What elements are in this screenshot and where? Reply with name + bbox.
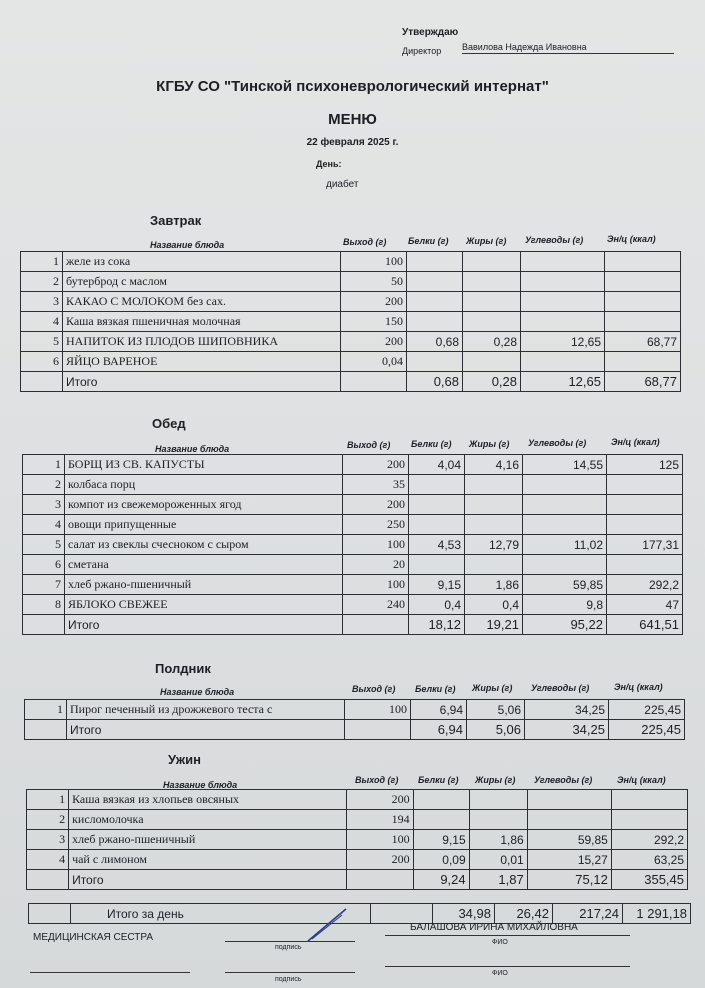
dish-energy <box>605 312 681 332</box>
dish-protein <box>407 292 463 312</box>
lunch-table <box>22 454 683 635</box>
dish-protein <box>409 495 465 515</box>
row-number: 6 <box>23 555 65 575</box>
dish-carbs <box>527 810 611 830</box>
dish-protein: 9,15 <box>409 575 465 595</box>
snack-table <box>24 699 685 740</box>
dish-name: колбаса порц <box>65 475 343 495</box>
dish-name: ЯБЛОКО СВЕЖЕЕ <box>65 595 343 615</box>
dish-yield: 194 <box>347 810 413 830</box>
dish-fat <box>465 515 523 535</box>
row-number: 5 <box>21 332 63 352</box>
total-carbs: 75,12 <box>527 870 611 890</box>
header-name: Название блюда <box>155 444 230 454</box>
dish-energy: 292,2 <box>607 575 683 595</box>
table-row <box>23 555 683 575</box>
table-row <box>23 575 683 595</box>
dish-carbs: 15,27 <box>527 850 611 870</box>
row-number: 3 <box>27 830 69 850</box>
total-fat: 19,21 <box>465 615 523 635</box>
total-energy: 641,51 <box>607 615 683 635</box>
row-number: 1 <box>27 790 69 810</box>
row-number: 8 <box>23 595 65 615</box>
dish-protein: 9,15 <box>413 830 469 850</box>
dish-fat: 12,79 <box>465 535 523 555</box>
dish-fat <box>469 810 527 830</box>
dish-energy <box>607 555 683 575</box>
breakfast-table <box>20 251 681 392</box>
dish-energy: 177,31 <box>607 535 683 555</box>
total-energy: 355,45 <box>611 870 687 890</box>
header-yield: Выход (г) <box>343 237 387 247</box>
table-row <box>21 312 681 332</box>
dish-yield: 100 <box>343 575 409 595</box>
dish-fat <box>465 555 523 575</box>
dish-protein: 4,53 <box>409 535 465 555</box>
dish-carbs <box>523 515 607 535</box>
total-label: Итого <box>63 372 341 392</box>
table-row <box>27 850 688 870</box>
dish-fat <box>465 495 523 515</box>
dish-name: кисломолочка <box>69 810 347 830</box>
dish-carbs: 11,02 <box>523 535 607 555</box>
header-energy: Эн/ц (ккал) <box>614 682 663 692</box>
dish-fat <box>463 352 521 372</box>
total-protein: 18,12 <box>409 615 465 635</box>
dish-name: НАПИТОК ИЗ ПЛОДОВ ШИПОВНИКА <box>63 332 341 352</box>
dish-name: желе из сока <box>63 252 341 272</box>
header-fat: Жиры (г) <box>475 775 516 785</box>
total-label: Итого <box>67 720 345 740</box>
diet-type: диабет <box>326 179 359 190</box>
dish-energy: 125 <box>607 455 683 475</box>
section-title-dinner: Ужин <box>168 752 201 767</box>
table-row <box>27 810 688 830</box>
table-row <box>21 332 681 352</box>
header-energy: Эн/ц (ккал) <box>611 437 660 447</box>
total-protein: 6,94 <box>411 720 467 740</box>
dish-carbs <box>523 555 607 575</box>
fio-caption: ФИО <box>492 939 508 946</box>
header-yield: Выход (г) <box>352 684 396 694</box>
header-carbs: Углеводы (г) <box>534 775 593 785</box>
approval-title: Утверждаю <box>402 27 459 38</box>
dish-fat <box>463 272 521 292</box>
dish-carbs: 14,55 <box>523 455 607 475</box>
row-number: 1 <box>25 700 67 720</box>
total-protein: 0,68 <box>407 372 463 392</box>
dish-fat: 0,01 <box>469 850 527 870</box>
dish-energy <box>605 252 681 272</box>
total-carbs: 12,65 <box>521 372 605 392</box>
header-protein: Белки (г) <box>418 775 459 785</box>
header-carbs: Углеводы (г) <box>531 683 590 693</box>
dish-carbs <box>523 495 607 515</box>
total-carbs: 95,22 <box>523 615 607 635</box>
table-row <box>23 515 683 535</box>
second-name-line <box>30 972 190 973</box>
header-protein: Белки (г) <box>408 236 449 246</box>
dish-protein: 0,4 <box>409 595 465 615</box>
dish-energy <box>611 790 687 810</box>
row-number: 2 <box>27 810 69 830</box>
handwritten-mark <box>300 905 360 945</box>
dish-carbs: 9,8 <box>523 595 607 615</box>
day-label: День: <box>316 159 342 169</box>
header-energy: Эн/ц (ккал) <box>607 234 656 244</box>
dish-energy <box>607 515 683 535</box>
dish-carbs: 59,85 <box>523 575 607 595</box>
organization-title: КГБУ СО "Тинской психоневрологический интернат" <box>156 78 549 95</box>
total-row <box>21 372 681 392</box>
dish-protein <box>409 555 465 575</box>
header-fat: Жиры (г) <box>472 683 513 693</box>
dish-yield: 250 <box>343 515 409 535</box>
dish-yield: 100 <box>347 830 413 850</box>
table-row <box>21 352 681 372</box>
dish-carbs <box>521 352 605 372</box>
row-number: 2 <box>23 475 65 495</box>
dish-name: ЯЙЦО ВАРЕНОЕ <box>63 352 341 372</box>
table-row <box>23 595 683 615</box>
day-total-label: Итого за день <box>71 904 371 924</box>
dish-fat <box>469 790 527 810</box>
dish-energy <box>607 475 683 495</box>
dish-yield: 200 <box>347 790 413 810</box>
table-row <box>27 830 688 850</box>
table-row <box>23 455 683 475</box>
table-row <box>27 790 688 810</box>
dish-protein: 6,94 <box>411 700 467 720</box>
dish-energy: 47 <box>607 595 683 615</box>
dish-energy <box>605 272 681 292</box>
dish-name: салат из свеклы счесноком с сыром <box>65 535 343 555</box>
dish-energy: 225,45 <box>609 700 685 720</box>
dish-name: овощи припущенные <box>65 515 343 535</box>
header-yield: Выход (г) <box>347 440 391 450</box>
row-number: 6 <box>21 352 63 372</box>
menu-title: МЕНЮ <box>328 111 377 128</box>
day-total-fat: 26,42 <box>495 904 553 924</box>
dish-carbs: 12,65 <box>521 332 605 352</box>
signature-caption: подпись <box>275 976 302 983</box>
header-fat: Жиры (г) <box>466 236 507 246</box>
day-total-protein: 34,98 <box>433 904 495 924</box>
dish-carbs <box>527 790 611 810</box>
dish-name: КАКАО С МОЛОКОМ без сах. <box>63 292 341 312</box>
row-number: 4 <box>27 850 69 870</box>
section-title-lunch: Обед <box>152 416 186 431</box>
director-label: Директор <box>402 46 442 56</box>
dish-protein <box>413 790 469 810</box>
director-name: Вавилова Надежда Ивановна <box>462 42 674 54</box>
total-carbs: 34,25 <box>525 720 609 740</box>
dish-carbs: 34,25 <box>525 700 609 720</box>
row-number: 4 <box>23 515 65 535</box>
row-number: 2 <box>21 272 63 292</box>
row-number: 3 <box>23 495 65 515</box>
row-number: 5 <box>23 535 65 555</box>
dish-yield: 200 <box>347 850 413 870</box>
total-energy: 68,77 <box>605 372 681 392</box>
header-yield: Выход (г) <box>355 775 399 785</box>
total-label: Итого <box>65 615 343 635</box>
header-name: Название блюда <box>163 780 238 790</box>
dish-protein <box>409 475 465 495</box>
dish-name: бутерброд с маслом <box>63 272 341 292</box>
table-row <box>21 272 681 292</box>
dish-protein <box>413 810 469 830</box>
header-carbs: Углеводы (г) <box>528 438 587 448</box>
dish-yield: 0,04 <box>341 352 407 372</box>
dish-energy <box>605 292 681 312</box>
dish-name: компот из свежемороженных ягод <box>65 495 343 515</box>
row-number: 1 <box>21 252 63 272</box>
dish-yield: 150 <box>341 312 407 332</box>
dish-name: Каша вязкая из хлопьев овсяных <box>69 790 347 810</box>
dish-yield: 200 <box>343 495 409 515</box>
dish-yield: 35 <box>343 475 409 495</box>
header-protein: Белки (г) <box>415 684 456 694</box>
dish-carbs <box>523 475 607 495</box>
dish-fat: 0,4 <box>465 595 523 615</box>
dish-carbs: 59,85 <box>527 830 611 850</box>
dish-energy <box>611 810 687 830</box>
nurse-fio-line <box>385 935 630 936</box>
dish-fat: 4,16 <box>465 455 523 475</box>
dish-yield: 100 <box>343 535 409 555</box>
dish-energy: 292,2 <box>611 830 687 850</box>
header-carbs: Углеводы (г) <box>525 235 584 245</box>
dish-fat <box>463 312 521 332</box>
dish-yield: 200 <box>343 455 409 475</box>
dish-yield: 100 <box>341 252 407 272</box>
dish-protein: 0,09 <box>413 850 469 870</box>
header-energy: Эн/ц (ккал) <box>617 775 666 785</box>
dinner-table <box>26 789 688 890</box>
dish-fat <box>465 475 523 495</box>
dish-name: Каша вязкая пшеничная молочная <box>63 312 341 332</box>
total-row <box>23 615 683 635</box>
dish-yield: 200 <box>341 292 407 312</box>
signature-caption: подпись <box>275 944 302 951</box>
total-row <box>25 720 685 740</box>
dish-protein <box>407 272 463 292</box>
dish-energy <box>605 352 681 372</box>
dish-energy <box>607 495 683 515</box>
fio-caption: ФИО <box>492 970 508 977</box>
dish-energy: 68,77 <box>605 332 681 352</box>
total-fat: 1,87 <box>469 870 527 890</box>
second-fio-line <box>385 966 630 967</box>
dish-name: сметана <box>65 555 343 575</box>
nurse-label: МЕДИЦИНСКАЯ СЕСТРА <box>33 932 154 943</box>
dish-name: Пирог печенный из дрожжевого теста с <box>67 700 345 720</box>
day-total-carbs: 217,24 <box>553 904 623 924</box>
header-name: Название блюда <box>160 687 235 697</box>
table-row <box>25 700 685 720</box>
dish-yield: 50 <box>341 272 407 292</box>
dish-protein <box>407 312 463 332</box>
dish-fat: 5,06 <box>467 700 525 720</box>
total-energy: 225,45 <box>609 720 685 740</box>
day-total-energy: 1 291,18 <box>623 904 691 924</box>
dish-protein <box>409 515 465 535</box>
section-title-snack: Полдник <box>155 661 211 676</box>
dish-protein: 4,04 <box>409 455 465 475</box>
dish-fat: 1,86 <box>469 830 527 850</box>
second-signature-line <box>225 972 355 973</box>
table-row <box>23 535 683 555</box>
total-protein: 9,24 <box>413 870 469 890</box>
row-number: 1 <box>23 455 65 475</box>
row-number: 7 <box>23 575 65 595</box>
dish-fat <box>463 252 521 272</box>
dish-fat: 0,28 <box>463 332 521 352</box>
table-row <box>23 495 683 515</box>
header-name: Название блюда <box>150 240 225 250</box>
dish-name: хлеб ржано-пшеничный <box>69 830 347 850</box>
header-protein: Белки (г) <box>411 439 452 449</box>
menu-date: 22 февраля 2025 г. <box>306 137 399 148</box>
dish-yield: 240 <box>343 595 409 615</box>
nurse-name: БАЛАШОВА ИРИНА МИХАЙЛОВНА <box>410 922 578 933</box>
dish-yield: 200 <box>341 332 407 352</box>
dish-protein <box>407 352 463 372</box>
dish-name: БОРЩ ИЗ СВ. КАПУСТЫ <box>65 455 343 475</box>
dish-yield: 20 <box>343 555 409 575</box>
dish-carbs <box>521 252 605 272</box>
table-row <box>21 292 681 312</box>
table-row <box>23 475 683 495</box>
dish-carbs <box>521 272 605 292</box>
total-label: Итого <box>69 870 347 890</box>
total-fat: 5,06 <box>467 720 525 740</box>
dish-yield: 100 <box>345 700 411 720</box>
dish-protein: 0,68 <box>407 332 463 352</box>
total-row <box>27 870 688 890</box>
table-row <box>21 252 681 272</box>
row-number: 3 <box>21 292 63 312</box>
dish-carbs <box>521 292 605 312</box>
dish-name: хлеб ржано-пшеничный <box>65 575 343 595</box>
section-title-breakfast: Завтрак <box>150 213 202 228</box>
row-number: 4 <box>21 312 63 332</box>
header-fat: Жиры (г) <box>469 439 510 449</box>
dish-fat: 1,86 <box>465 575 523 595</box>
dish-protein <box>407 252 463 272</box>
dish-fat <box>463 292 521 312</box>
dish-name: чай с лимоном <box>69 850 347 870</box>
dish-carbs <box>521 312 605 332</box>
total-fat: 0,28 <box>463 372 521 392</box>
dish-energy: 63,25 <box>611 850 687 870</box>
